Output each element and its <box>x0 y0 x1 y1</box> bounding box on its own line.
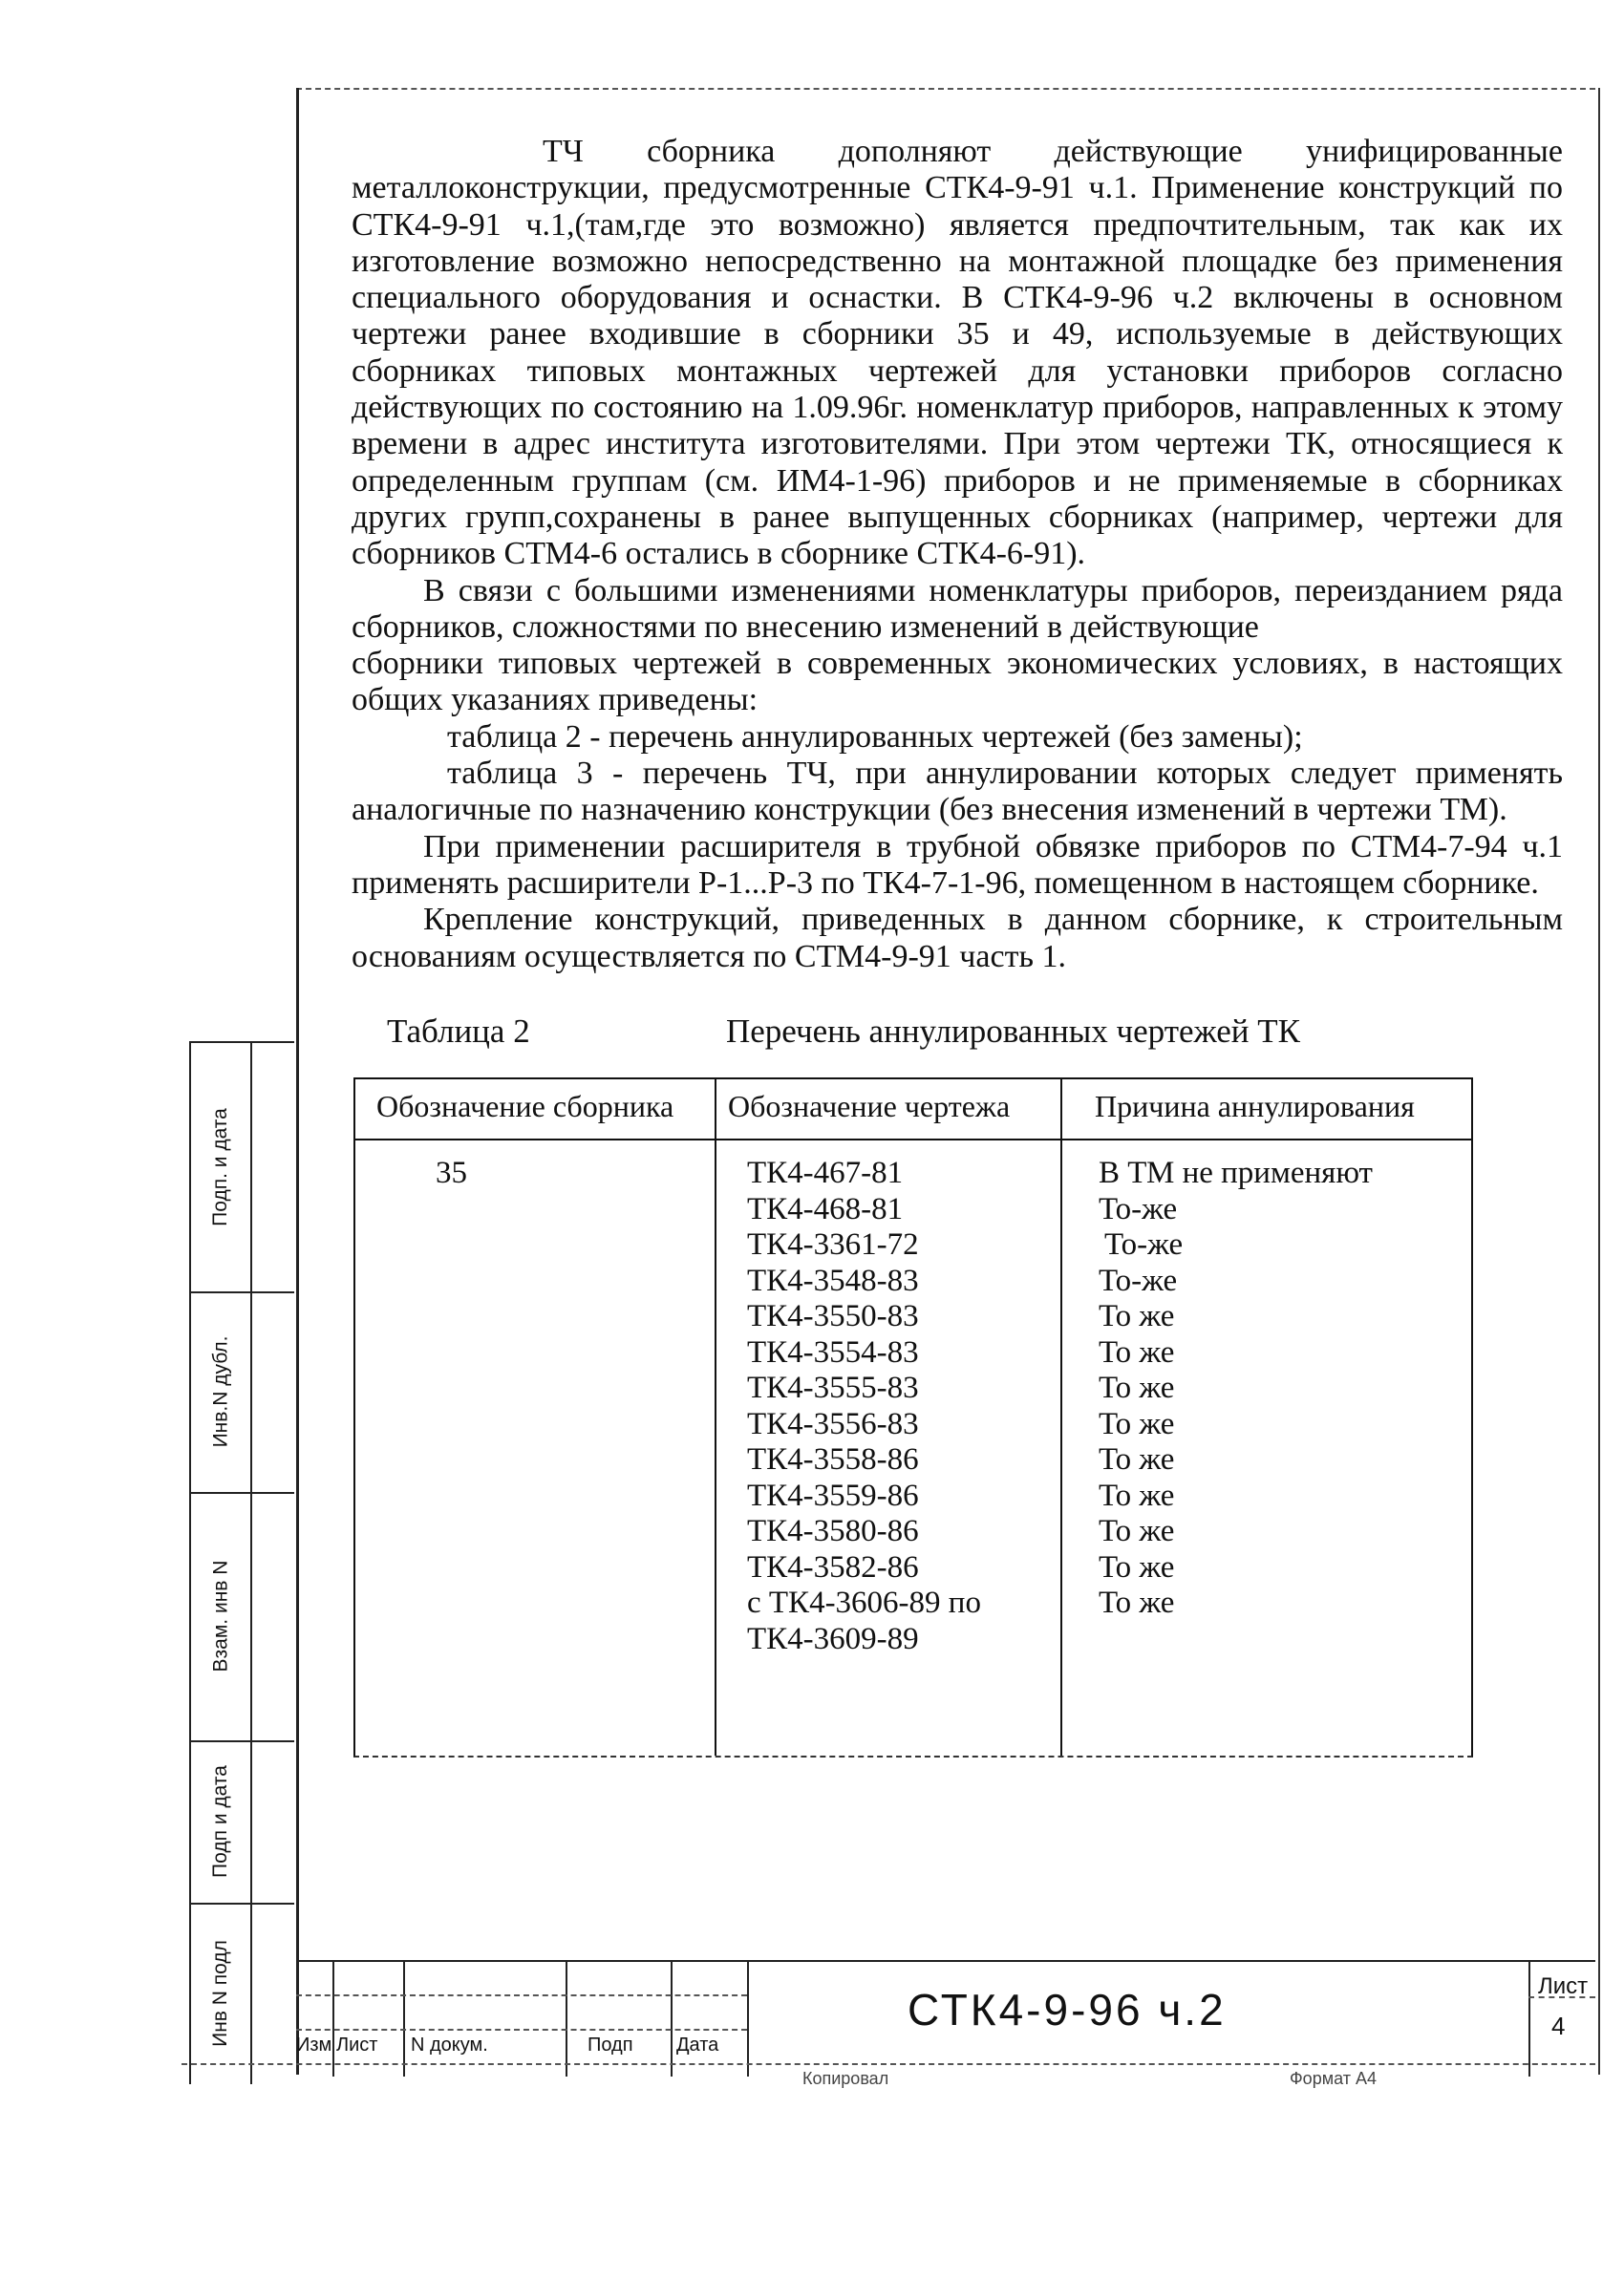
title-block-line <box>566 1962 567 2077</box>
title-block-line <box>403 1962 405 2077</box>
stamp-col-sheet: Лист <box>336 2035 378 2056</box>
collection-cell: 35 <box>436 1156 467 1190</box>
drawing-item: ТК4-467-81 <box>747 1156 904 1190</box>
drawing-item: ТК4-3559-86 <box>747 1478 919 1513</box>
side-label-text: Подп и дата <box>209 1765 231 1878</box>
drawing-item: ТК4-3556-83 <box>747 1406 919 1441</box>
reason-item: То же <box>1099 1442 1175 1477</box>
drawing-item: ТК4-3554-83 <box>747 1334 919 1370</box>
sheet-number: 4 <box>1551 2012 1566 2040</box>
title-block-row-line <box>296 1994 747 1996</box>
general-notes-text <box>352 134 1563 975</box>
side-stamp <box>189 1041 294 2084</box>
drawing-item: ТК4-3580-86 <box>747 1514 919 1548</box>
side-label-sign-date-2 <box>191 1740 250 1903</box>
table-column-divider <box>1060 1079 1062 1756</box>
title-block-line <box>1528 1962 1530 2077</box>
drawing-item: ТК4-468-81 <box>747 1191 904 1226</box>
reason-item: В ТМ не применяют <box>1099 1156 1373 1190</box>
stamp-col-sign: Подп <box>588 2035 633 2056</box>
table-label: Таблица 2 <box>387 1012 530 1050</box>
header-collection: Обозначение сборника <box>376 1089 674 1123</box>
stamp-col-date: Дата <box>676 2035 719 2056</box>
stamp-col-change: Изм <box>296 2035 332 2056</box>
reason-item: То же <box>1099 1549 1175 1585</box>
drawing-item: ТК4-3558-86 <box>747 1442 919 1477</box>
table-column-divider <box>715 1079 716 1756</box>
drawing-item: ТК4-3609-89 <box>747 1621 919 1656</box>
title-block-line <box>332 1962 334 2077</box>
drawings-column <box>747 1156 981 1657</box>
reason-item: То-же <box>1099 1191 1178 1226</box>
table-title: Перечень аннулированных чертежей ТК <box>726 1012 1300 1050</box>
footer-copied: Копировал <box>802 2069 889 2088</box>
drawing-item: ТК4-3548-83 <box>747 1263 919 1298</box>
side-label-text: Инв.N дубл. <box>209 1335 231 1448</box>
title-block-line <box>747 1962 749 2077</box>
side-label-text: Подп. и дата <box>209 1108 232 1226</box>
stamp-col-doc: N докум. <box>411 2035 488 2056</box>
side-label-sign-date <box>191 1043 250 1291</box>
reason-item: То же <box>1099 1514 1175 1548</box>
reason-item: То-же <box>1099 1263 1178 1298</box>
paragraph-6: При применении расширителя в трубной обвязке приборов по СТМ4-7-94 ч.1 применять расширители Р-1...Р-3 по ТК4-7-1-96, помещенном в настоящем сборнике. <box>352 828 1563 901</box>
paragraph-3: сборники типовых чертежей в современных экономических условиях, в настоящих общих указаниях приведены: <box>352 646 1563 718</box>
reason-item: То же <box>1099 1299 1175 1333</box>
paragraph-7: Крепление конструкций, приведенных в данном сборнике, к строительным основаниям осуществляется по СТМ4-9-91 часть 1. <box>352 902 1563 974</box>
drawing-item: ТК4-3361-72 <box>747 1227 919 1262</box>
paragraph-2: В связи с большими изменениями номенклатуры приборов, переизданием ряда сборников, сложностями по внесению изменений в действующие <box>352 572 1563 645</box>
drawing-item: ТК4-3582-86 <box>747 1549 919 1585</box>
sheet-label: Лист <box>1538 1973 1589 1999</box>
reason-item: То-же <box>1104 1227 1184 1262</box>
header-drawing: Обозначение чертежа <box>728 1089 1011 1123</box>
footer-format: Формат А4 <box>1290 2069 1377 2088</box>
reasons-column <box>1099 1156 1373 1622</box>
document-code: СТК4-9-96 ч.2 <box>908 1985 1227 2035</box>
drawing-item: с ТК4-3606-89 по <box>747 1586 981 1620</box>
title-block-line <box>671 1962 673 2077</box>
reason-item: То же <box>1099 1478 1175 1513</box>
paragraph-1: ТЧ сборника дополняют действующие унифицированные металлоконструкции, предусмотренные СТК4-9-91 ч.1. Применение конструкций по СТК4-9-91 ч.1,(там,где это возможно) является предпочтительным, так как их изготовление возможно непосредственно на монтажной площадке без применения специального оборудования и оснастки. В СТК4-9-96 ч.2 включены в основном чертежи ранее входившие в сборники 35 и 49, используемые в действующих сборниках типовых монтажных чертежей для установки приборов согласно действующих по состоянию на 1.09.96г. номенклатур приборов, направленных к этому времени в адрес института изготовителями. При этом чертежи ТК, относящиеся к определенным группам (см. ИМ4-1-96) приборов и не применяемые в сборниках других групп,сохранены в ранее выпущенных сборниках (например, чертежи для сборников СТМ4-6 остались в сборнике СТК4-6-91). <box>352 134 1563 572</box>
side-label-dup-inv <box>191 1291 250 1492</box>
paragraph-4: таблица 2 - перечень аннулированных чертежей (без замены); <box>447 718 1303 755</box>
bottom-border-line <box>182 2063 1595 2065</box>
reason-item: То же <box>1099 1586 1175 1620</box>
reason-item: То же <box>1099 1371 1175 1405</box>
reason-item: То же <box>1099 1334 1175 1370</box>
title-block-row-line <box>296 2029 747 2031</box>
side-label-original-inv <box>191 1903 250 2084</box>
header-reason: Причина аннулирования <box>1095 1089 1415 1123</box>
side-label-replace-inv <box>191 1492 250 1740</box>
drawing-item: ТК4-3555-83 <box>747 1371 919 1405</box>
side-stamp-column-line <box>250 1043 252 2084</box>
reason-item: То же <box>1099 1406 1175 1441</box>
annulled-drawings-table <box>353 1077 1473 1758</box>
side-label-text: Инв N подл <box>209 1940 231 2047</box>
drawing-item: ТК4-3550-83 <box>747 1299 919 1333</box>
paragraph-5: таблица 3 - перечень ТЧ, при аннулировании которых следует применять аналогичные по назначению конструкции (без внесения изменений в чертежи ТМ). <box>352 756 1563 828</box>
side-label-text: Взам. инв N <box>209 1560 231 1673</box>
